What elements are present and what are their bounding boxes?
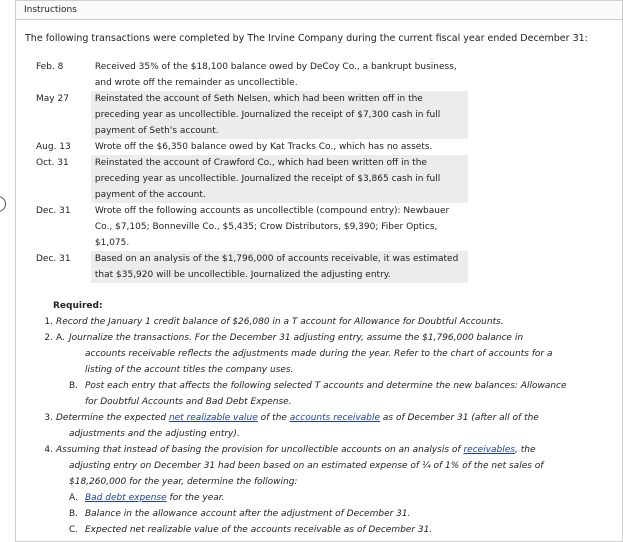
- required-item-2b-line: for Doubtful Accounts and Bad Debt Expense.: [85, 397, 292, 407]
- bad-debt-expense-link[interactable]: Bad debt expense: [85, 493, 167, 503]
- transaction-date: Dec. 31: [36, 206, 71, 216]
- receivables-link[interactable]: receivables: [463, 445, 515, 455]
- transaction-text: Reinstated the account of Seth Nelsen, which had been written off in the preceding year as uncollectible. Journalized the receipt of $7,300 cash in full payment of Seth's account.: [91, 91, 468, 139]
- accounts-receivable-link[interactable]: accounts receivable: [289, 413, 381, 423]
- transaction-date: May 27: [36, 94, 69, 104]
- transaction-row: [36, 139, 468, 155]
- required-item-4-line: adjusting entry on December 31 had been based on an estimated expense of ¼ of 1% of the net sales of: [69, 461, 544, 471]
- required-item-3: 3. Determine the expected net realizable value of the accounts receivable as of December 31 (after all of the: [44, 413, 539, 423]
- transaction-text: Wrote off the following accounts as uncollectible (compound entry): Newbauer Co., $7,105; Bonneville Co., $5,435; Crow Distributors, $9,390; Fiber Optics, $1,075.: [94, 206, 450, 248]
- transaction-text: Received 35% of the $18,100 balance owed by DeCoy Co., a bankrupt business, and wrote off the remainder as uncollectible.: [94, 62, 457, 88]
- required-item-2: 2. A. Journalize the transactions. For the December 31 adjusting entry, assume the $1,796,000 balance in: [44, 333, 524, 343]
- intro-text: The following transactions were completed by The Irvine Company during the current fiscal year ended December 31:: [25, 33, 588, 44]
- transaction-date: Feb. 8: [36, 62, 64, 72]
- net-realizable-value-link[interactable]: net realizable value: [168, 413, 258, 423]
- transaction-row: [36, 251, 468, 283]
- required-item-2a-line: accounts receivable reflects the adjustments made during the year. Refer to the chart of accounts for a: [85, 349, 553, 359]
- panel-title: Instructions: [16, 1, 622, 20]
- required-item-2a-line: listing of the account titles the company uses.: [85, 365, 294, 375]
- transaction-row: [36, 203, 468, 251]
- transaction-date: Oct. 31: [36, 158, 69, 168]
- required-item-1: 1. Record the January 1 credit balance of $26,080 in a T account for Allowance for Doubtful Accounts.: [44, 317, 504, 327]
- required-item-4b: B. Balance in the allowance account after the adjustment of December 31.: [69, 509, 411, 519]
- required-section: [32, 298, 612, 538]
- required-item-4-line: $18,260,000 for the year, determine the following:: [69, 477, 298, 487]
- transaction-row: [36, 91, 468, 139]
- required-item-3-line: adjustments and the adjusting entry).: [69, 429, 240, 439]
- required-item-4: 4. Assuming that instead of basing the provision for uncollectible accounts on an analysis of receivables, the: [44, 445, 536, 455]
- transaction-text: Reinstated the account of Crawford Co., which had been written off in the preceding year as uncollectible. Journalized the receipt of $3,865 cash in full payment of the account.: [91, 155, 468, 203]
- transactions-list: [36, 59, 468, 283]
- required-item-4a: A. Bad debt expense for the year.: [69, 493, 225, 503]
- transaction-date: Aug. 13: [36, 142, 71, 152]
- transaction-row: [36, 59, 468, 91]
- required-item-4c: C. Expected net realizable value of the accounts receivable as of December 31.: [69, 525, 433, 535]
- required-item-2b: B. Post each entry that affects the following selected T accounts and determine the new balances: Allowance: [69, 381, 567, 391]
- collapse-handle[interactable]: [0, 196, 6, 212]
- transaction-text: Based on an analysis of the $1,796,000 of accounts receivable, it was estimated that $35,920 will be uncollectible. Journalized the adjusting entry.: [91, 251, 468, 283]
- transaction-date: Dec. 31: [36, 254, 71, 264]
- transaction-text: Wrote off the $6,350 balance owed by Kat Tracks Co., which has no assets.: [94, 142, 433, 152]
- instructions-panel: [15, 0, 623, 542]
- transaction-row: [36, 155, 468, 203]
- required-heading: Required:: [53, 301, 103, 311]
